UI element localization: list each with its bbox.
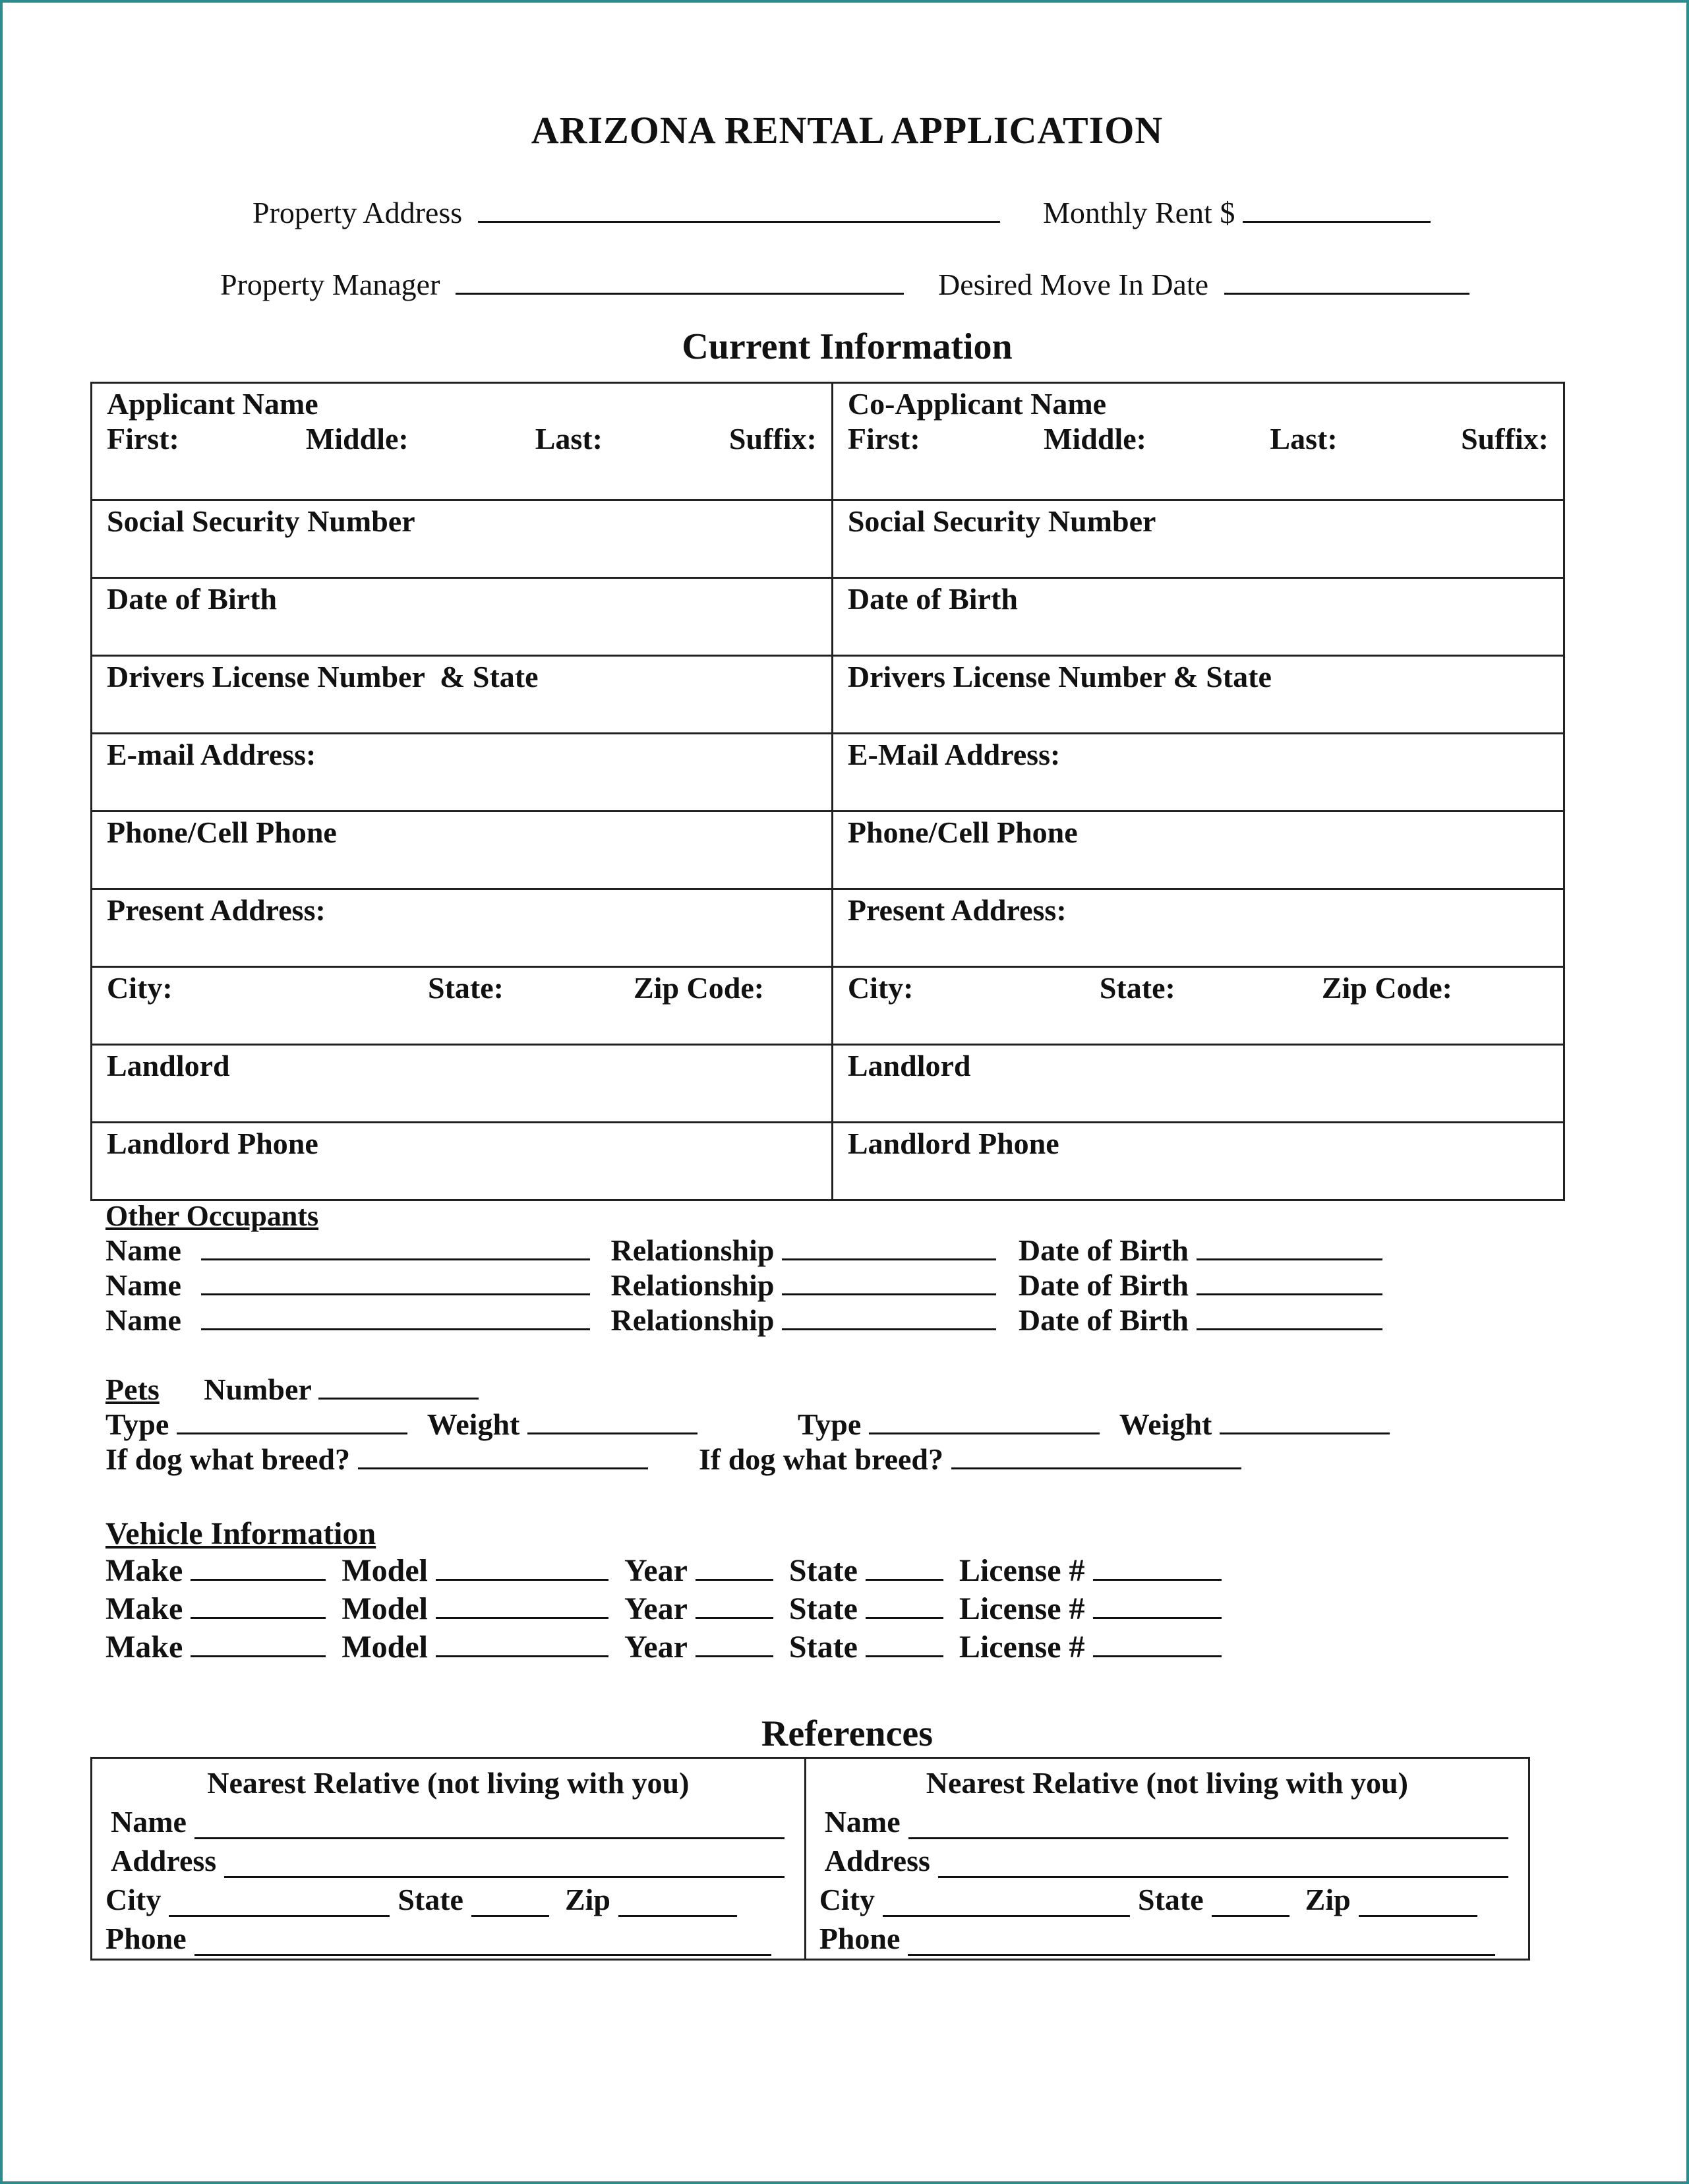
reference-zip-field[interactable] [618, 1890, 737, 1917]
occupant-dob-field[interactable] [1197, 1268, 1382, 1295]
reference-address-label: Address [111, 1844, 217, 1877]
vehicle-model-label: Model [341, 1591, 428, 1626]
desired-move-in-label: Desired Move In Date [938, 268, 1209, 301]
co-applicant-city-cell[interactable] [832, 967, 1564, 1045]
co-applicant-name-header: Co-Applicant Name [847, 387, 1107, 421]
pet-type-row-2 [798, 1407, 1390, 1442]
pet-type-field[interactable] [869, 1407, 1100, 1434]
desired-move-in-row [938, 267, 1469, 302]
vehicle-make-field[interactable] [191, 1630, 326, 1657]
vehicle-make-label: Make [105, 1630, 183, 1665]
reference-address-field[interactable] [938, 1851, 1508, 1878]
reference-name-field[interactable] [194, 1812, 785, 1839]
reference-state-label: State [1138, 1883, 1204, 1916]
occupant-dob-label: Date of Birth [1018, 1268, 1189, 1302]
occupant-dob-field[interactable] [1197, 1233, 1382, 1260]
co-applicant-name-cell[interactable] [832, 383, 1564, 500]
page-title: ARIZONA RENTAL APPLICATION [531, 109, 1164, 152]
reference-zip-field[interactable] [1359, 1890, 1477, 1917]
vehicle-year-label: Year [624, 1553, 688, 1588]
occupant-relationship-field[interactable] [782, 1233, 996, 1260]
pets-number-field[interactable] [318, 1372, 479, 1400]
applicant-state-label: State: [428, 971, 504, 1005]
pet-weight-label: Weight [1119, 1407, 1212, 1441]
monthly-rent-field[interactable] [1243, 196, 1431, 223]
pet-breed-field[interactable] [951, 1442, 1241, 1469]
reference-address-row [819, 1843, 1515, 1878]
property-manager-row [220, 267, 904, 302]
pet-weight-field[interactable] [527, 1407, 697, 1434]
applicant-city-parts [107, 970, 817, 1005]
vehicle-model-field[interactable] [436, 1592, 608, 1619]
occupant-row [105, 1303, 1382, 1338]
vehicle-information-title: Vehicle Information [105, 1516, 376, 1551]
vehicle-make-field[interactable] [191, 1592, 326, 1619]
vehicle-state-field[interactable] [866, 1630, 943, 1657]
reference-phone-label: Phone [105, 1922, 187, 1955]
occupant-relationship-field[interactable] [782, 1268, 996, 1295]
license-row [92, 656, 1564, 734]
applicant-name-header: Applicant Name [107, 387, 318, 421]
property-address-row [252, 195, 1000, 230]
vehicle-license-label: License # [959, 1630, 1085, 1665]
co-applicant-first-label: First: [847, 422, 920, 456]
vehicle-license-field[interactable] [1093, 1630, 1222, 1657]
applicant-ssn-cell[interactable]: Social Security Number [92, 500, 833, 578]
occupant-name-label: Name [105, 1268, 181, 1302]
name-row [92, 383, 1564, 500]
reference-name-label: Name [111, 1805, 187, 1839]
reference-state-field[interactable] [1212, 1890, 1289, 1917]
co-applicant-address-cell[interactable]: Present Address: [832, 889, 1564, 967]
vehicle-state-label: State [788, 1591, 858, 1626]
pet-weight-label: Weight [427, 1407, 520, 1441]
applicant-zip-label: Zip Code: [634, 971, 765, 1005]
desired-move-in-field[interactable] [1224, 268, 1469, 295]
vehicle-state-field[interactable] [866, 1554, 943, 1581]
vehicle-state-label: State [788, 1553, 858, 1588]
vehicle-state-field[interactable] [866, 1592, 943, 1619]
vehicle-year-field[interactable] [696, 1630, 773, 1657]
monthly-rent-row [1043, 195, 1431, 230]
reference-city-label: City [105, 1883, 162, 1916]
applicant-name-cell[interactable] [92, 383, 833, 500]
pet-breed-label: If dog what breed? [699, 1442, 944, 1476]
vehicle-model-field[interactable] [436, 1554, 608, 1581]
reference-phone-row [105, 1921, 791, 1956]
references-table [90, 1757, 1530, 1961]
ssn-row [92, 500, 1564, 578]
vehicle-year-label: Year [624, 1591, 688, 1626]
phone-row [92, 812, 1564, 889]
reference-phone-label: Phone [819, 1922, 901, 1955]
occupant-dob-field[interactable] [1197, 1303, 1382, 1330]
applicant-landlord-phone-cell[interactable]: Landlord Phone [92, 1123, 833, 1200]
applicant-landlord-cell[interactable]: Landlord [92, 1045, 833, 1123]
reference-name-field[interactable] [908, 1812, 1508, 1839]
co-applicant-state-label: State: [1099, 971, 1175, 1005]
applicant-name-parts [107, 421, 817, 456]
occupant-row [105, 1233, 1382, 1268]
applicant-city-cell[interactable] [92, 967, 833, 1045]
reference-address-label: Address [824, 1844, 930, 1877]
reference-city-field[interactable] [883, 1890, 1130, 1917]
vehicle-row [105, 1552, 1222, 1589]
reference-state-label: State [398, 1883, 463, 1916]
pets-number-label: Number [204, 1372, 312, 1406]
pet-breed-row-2 [699, 1442, 1241, 1477]
vehicle-model-label: Model [341, 1630, 428, 1665]
co-applicant-city-label: City: [847, 971, 914, 1005]
vehicle-year-field[interactable] [696, 1554, 773, 1581]
co-applicant-email-cell[interactable]: E-Mail Address: [832, 734, 1564, 812]
property-manager-label: Property Manager [220, 268, 440, 301]
co-applicant-middle-label: Middle: [1044, 422, 1146, 456]
occupant-name-field[interactable] [201, 1233, 590, 1260]
reference-city-field[interactable] [169, 1890, 390, 1917]
dob-row [92, 578, 1564, 656]
vehicle-model-field[interactable] [436, 1630, 608, 1657]
applicant-address-cell[interactable]: Present Address: [92, 889, 833, 967]
co-applicant-zip-label: Zip Code: [1321, 971, 1452, 1005]
property-address-field[interactable] [478, 196, 1000, 223]
occupant-relationship-label: Relationship [610, 1268, 775, 1302]
vehicle-license-label: License # [959, 1591, 1085, 1626]
current-information-title: Current Information [682, 326, 1013, 367]
reference-state-field[interactable] [471, 1890, 549, 1917]
applicant-suffix-label: Suffix: [728, 422, 817, 456]
vehicle-make-field[interactable] [191, 1554, 326, 1581]
co-applicant-license-cell[interactable]: Drivers License Number & State [832, 656, 1564, 734]
pet-type-label: Type [105, 1407, 169, 1441]
vehicle-make-label: Make [105, 1553, 183, 1588]
co-applicant-dob-cell[interactable]: Date of Birth [832, 578, 1564, 656]
occupant-relationship-label: Relationship [610, 1233, 775, 1267]
vehicle-make-label: Make [105, 1591, 183, 1626]
vehicle-license-field[interactable] [1093, 1554, 1222, 1581]
occupant-relationship-label: Relationship [610, 1303, 775, 1337]
occupant-name-field[interactable] [201, 1268, 590, 1295]
reference-name-row [105, 1804, 791, 1839]
reference-city-row [819, 1882, 1515, 1917]
pet-breed-field[interactable] [358, 1442, 648, 1469]
pet-weight-field[interactable] [1220, 1407, 1390, 1434]
reference-city-row [105, 1882, 791, 1917]
occupant-name-label: Name [105, 1303, 181, 1337]
property-manager-field[interactable] [456, 268, 904, 295]
reference-phone-row [819, 1921, 1515, 1956]
pet-type-row-1 [105, 1407, 697, 1442]
present-address-row [92, 889, 1564, 967]
landlord-phone-row [92, 1123, 1564, 1200]
reference-header: Nearest Relative (not living with you) [207, 1766, 690, 1800]
property-address-label: Property Address [252, 196, 463, 229]
pet-type-label: Type [798, 1407, 862, 1441]
reference-address-row [105, 1843, 791, 1878]
reference-cell-right [805, 1758, 1529, 1960]
occupant-relationship-field[interactable] [782, 1303, 996, 1330]
co-applicant-landlord-cell[interactable]: Landlord [832, 1045, 1564, 1123]
vehicle-state-label: State [788, 1630, 858, 1665]
co-applicant-landlord-phone-cell[interactable]: Landlord Phone [832, 1123, 1564, 1200]
applicant-license-cell[interactable]: Drivers License Number & State [92, 656, 833, 734]
co-applicant-city-parts [848, 970, 1549, 1005]
reference-phone-field[interactable] [908, 1929, 1495, 1956]
reference-header: Nearest Relative (not living with you) [926, 1766, 1408, 1800]
co-applicant-suffix-label: Suffix: [1461, 422, 1549, 456]
co-applicant-ssn-cell[interactable]: Social Security Number [832, 500, 1564, 578]
applicant-email-cell[interactable]: E-mail Address: [92, 734, 833, 812]
occupant-dob-label: Date of Birth [1018, 1303, 1189, 1337]
email-row [92, 734, 1564, 812]
occupant-name-label: Name [105, 1233, 181, 1267]
co-applicant-name-parts [848, 421, 1549, 456]
pets-row [105, 1372, 479, 1407]
applicant-middle-label: Middle: [305, 422, 409, 456]
vehicle-license-label: License # [959, 1553, 1085, 1588]
applicant-last-label: Last: [535, 422, 603, 456]
city-row [92, 967, 1564, 1045]
pet-breed-label: If dog what breed? [105, 1442, 351, 1476]
vehicle-row [105, 1629, 1222, 1665]
occupant-row [105, 1268, 1382, 1303]
reference-name-row [819, 1804, 1515, 1839]
vehicle-year-label: Year [624, 1630, 688, 1665]
vehicle-row [105, 1591, 1222, 1627]
vehicle-license-field[interactable] [1093, 1592, 1222, 1619]
reference-name-label: Name [824, 1805, 901, 1839]
applicant-dob-cell[interactable]: Date of Birth [92, 578, 833, 656]
current-information-table [90, 382, 1565, 1201]
reference-zip-label: Zip [564, 1883, 611, 1916]
pet-breed-row-1 [105, 1442, 648, 1477]
pet-type-field[interactable] [177, 1407, 407, 1434]
applicant-first-label: First: [107, 422, 179, 456]
co-applicant-phone-cell[interactable]: Phone/Cell Phone [832, 812, 1564, 889]
reference-cell-left [92, 1758, 806, 1960]
references-title: References [761, 1713, 933, 1754]
applicant-city-label: City: [107, 971, 173, 1005]
reference-city-label: City [819, 1883, 875, 1916]
reference-phone-field[interactable] [194, 1929, 771, 1956]
reference-zip-label: Zip [1305, 1883, 1351, 1916]
occupant-name-field[interactable] [201, 1303, 590, 1330]
vehicle-model-label: Model [341, 1553, 428, 1588]
co-applicant-last-label: Last: [1270, 422, 1338, 456]
reference-address-field[interactable] [224, 1851, 784, 1878]
vehicle-year-field[interactable] [696, 1592, 773, 1619]
applicant-phone-cell[interactable]: Phone/Cell Phone [92, 812, 833, 889]
pets-title: Pets [105, 1372, 160, 1406]
landlord-row [92, 1045, 1564, 1123]
other-occupants-title: Other Occupants [105, 1200, 319, 1232]
monthly-rent-label: Monthly Rent $ [1043, 196, 1235, 229]
occupant-dob-label: Date of Birth [1018, 1233, 1189, 1267]
